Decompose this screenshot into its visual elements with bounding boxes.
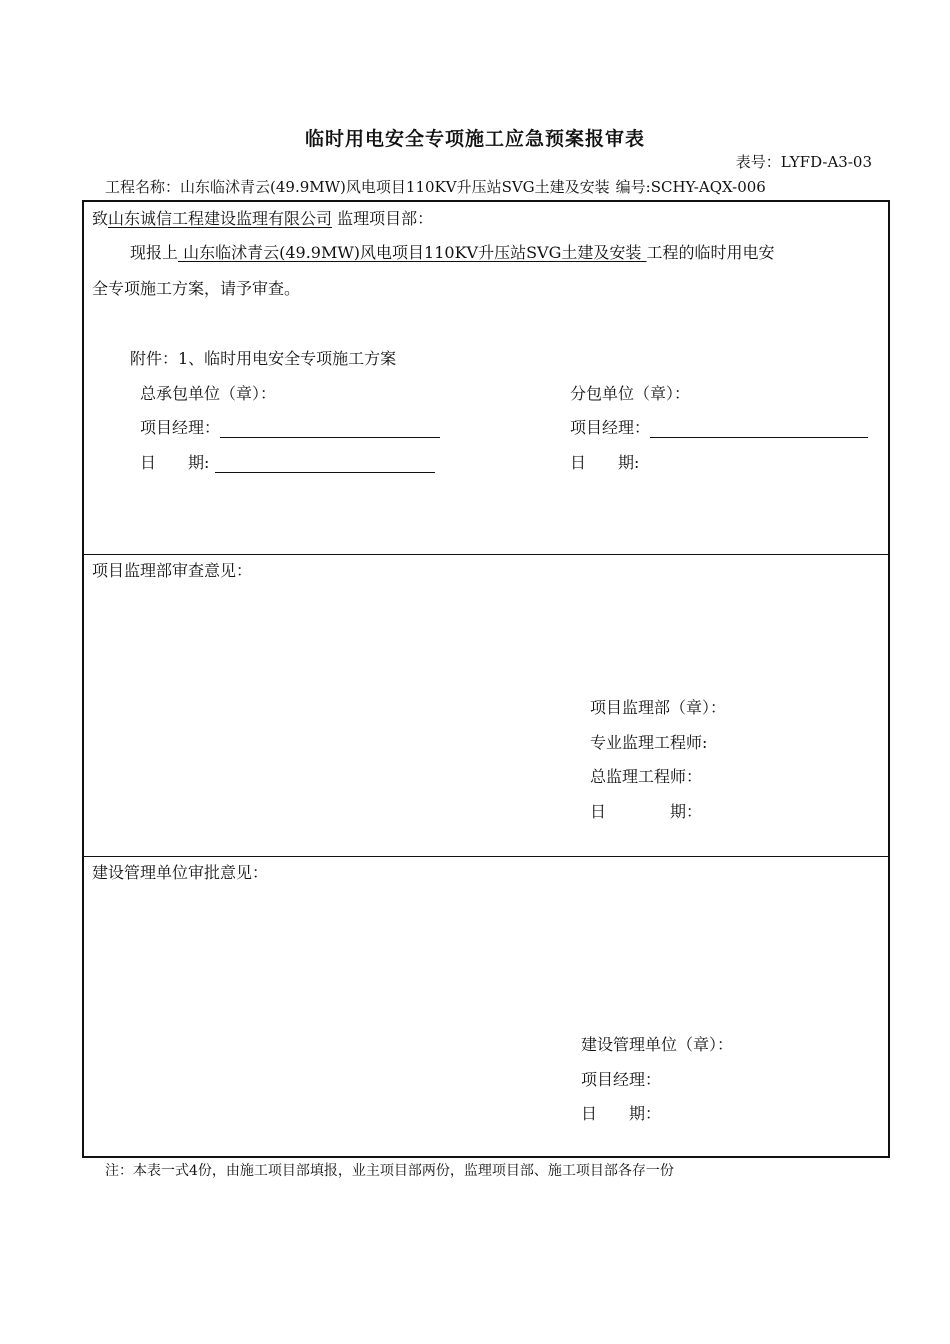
supervision-opinion-heading: 项目监理部审查意见： <box>92 561 253 580</box>
owner-unit-seal: 建设管理单位（章）： <box>581 1035 734 1054</box>
general-contractor-seal: 总承包单位（章）： <box>140 384 277 403</box>
owner-approval-heading: 建设管理单位审批意见： <box>92 863 269 882</box>
addressee-line <box>92 206 433 229</box>
project-label: 工程名称： <box>105 178 181 196</box>
specialist-engineer: 专业监理工程师: <box>590 733 708 752</box>
owner-pm: 项目经理： <box>581 1070 662 1089</box>
date-left-row <box>140 450 435 473</box>
supervision-date: 日 期： <box>590 802 703 821</box>
form-title: 临时用电安全专项施工应急预案报审表 <box>304 128 645 150</box>
report-line <box>130 240 775 263</box>
section-divider-2 <box>84 856 888 857</box>
supervisor-company: 山东诚信工程建设监理有限公司 <box>108 209 333 228</box>
date-left-label: 日 期: <box>140 453 210 472</box>
pm-left-signature-line <box>220 423 440 438</box>
report-project: 山东临沭青云(49.9MW)风电项目110KV升压站SVG土建及安装 <box>178 243 647 262</box>
footnote: 注：本表一式4份，由施工项目部填报，业主项目部两份，监理项目部、施工项目部各存一份 <box>105 1163 674 1179</box>
addressee-prefix: 致 <box>92 209 109 228</box>
report-prefix: 现报上 <box>130 243 179 262</box>
pm-left-label: 项目经理： <box>140 418 221 437</box>
pm-left-row <box>140 415 440 438</box>
section-divider-1 <box>84 554 888 555</box>
form-number: 表号：LYFD-A3-03 <box>735 153 872 171</box>
attachment-line: 附件：1、临时用电安全专项施工方案 <box>130 349 397 368</box>
report-suffix: 工程的临时用电安 <box>646 243 775 262</box>
supervision-dept-seal: 项目监理部（章）： <box>590 698 727 717</box>
subcontractor-seal: 分包单位（章）： <box>570 384 691 403</box>
document-code: 编号:SCHY-AQX-006 <box>615 178 766 196</box>
report-line-2: 全专项施工方案，请予审查。 <box>92 279 301 298</box>
form-table <box>82 200 890 1158</box>
owner-date: 日 期： <box>581 1104 662 1123</box>
pm-right-signature-line <box>650 423 868 438</box>
pm-right-row <box>570 415 868 438</box>
project-line <box>105 176 766 197</box>
date-left-line <box>215 458 435 473</box>
chief-engineer: 总监理工程师： <box>590 767 703 786</box>
pm-right-label: 项目经理： <box>570 418 651 437</box>
addressee-suffix: 监理项目部： <box>332 209 434 228</box>
project-name: 山东临沭青云(49.9MW)风电项目110KV升压站SVG土建及安装 <box>180 178 610 196</box>
date-right-label: 日 期: <box>570 453 640 472</box>
